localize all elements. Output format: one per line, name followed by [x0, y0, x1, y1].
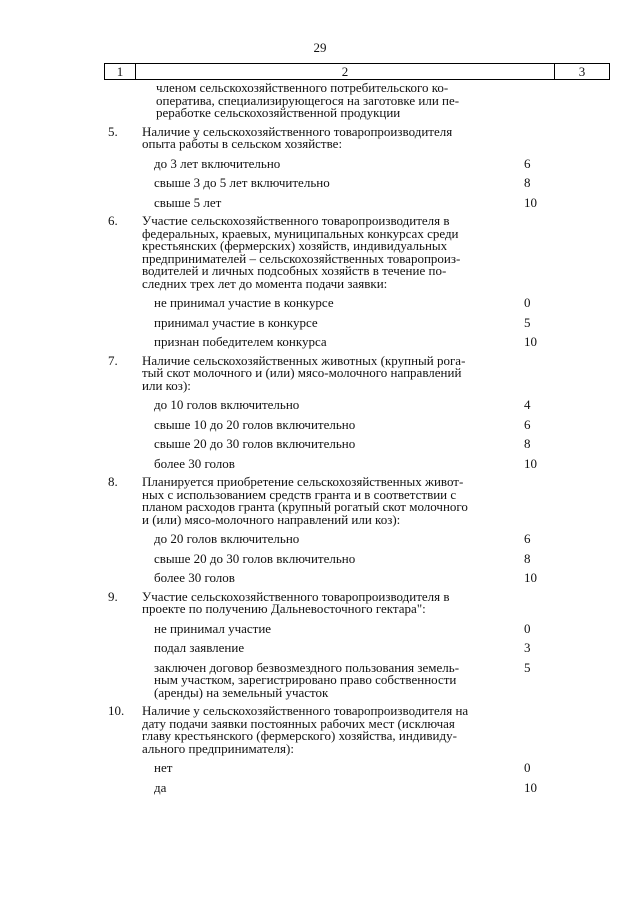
option-text — [154, 550, 524, 566]
page-number: 29 — [313, 40, 327, 55]
option-line: (аренды) на земельный участок — [154, 684, 329, 700]
option-line: подал заявление — [154, 640, 245, 655]
option-row — [108, 533, 588, 546]
option-points: 8 — [524, 550, 531, 566]
criterion-number: 8. — [108, 474, 118, 489]
option-text — [154, 155, 524, 171]
table-header-row — [104, 63, 610, 80]
criterion-line: предпринимателей – сельскохозяйственных товаропроиз- — [142, 250, 461, 266]
option-text — [154, 572, 524, 585]
option-row — [108, 620, 588, 636]
option-points: 4 — [524, 397, 531, 412]
criterion-line: водителей и личных подсобных хозяйств в течение по- — [142, 263, 447, 278]
criterion-text — [142, 705, 588, 755]
option-row — [108, 550, 588, 566]
continuation-line: реработке сельскохозяйственной продукции — [156, 105, 401, 120]
option-line: да — [154, 779, 167, 795]
option-points: 6 — [524, 416, 531, 432]
option-line: свыше 3 до 5 лет включительно — [154, 175, 330, 190]
option-line: свыше 5 лет — [154, 194, 222, 210]
criterion-line: следних трех лет до момента подачи заявки: — [142, 275, 388, 291]
option-points: 10 — [524, 779, 537, 795]
criterion-line: проекте по получению Дальневосточного гектара": — [142, 601, 426, 616]
option-row — [108, 572, 588, 585]
option-row — [108, 297, 588, 310]
option-text — [154, 533, 524, 546]
criterion-line: ального предпринимателя): — [142, 740, 294, 756]
criterion-row — [108, 123, 588, 151]
option-text — [154, 297, 524, 310]
option-text — [154, 416, 524, 432]
header-col-1: 1 — [105, 64, 136, 79]
option-text — [154, 177, 524, 190]
option-points: 8 — [524, 175, 531, 190]
option-line: признан победителем конкурса — [154, 334, 327, 349]
option-row — [108, 642, 588, 655]
criterion-line: и (или) мясо-молочного направлений или коз): — [142, 511, 401, 527]
option-text — [154, 194, 524, 210]
option-points: 10 — [524, 194, 537, 210]
option-line: не принимал участие — [154, 620, 272, 636]
option-row — [108, 399, 588, 412]
criteria-table-body — [108, 82, 588, 794]
option-line: заключен договор безвозмездного пользования земель- — [154, 659, 460, 675]
option-points: 0 — [524, 295, 531, 310]
option-row — [108, 438, 588, 451]
criterion-line: ных с использованием средств гранта и в соответствии с — [142, 486, 457, 502]
option-row — [108, 779, 588, 795]
criterion-line: Планируется приобретение сельскохозяйственных живот- — [142, 474, 464, 489]
option-text — [154, 642, 524, 655]
option-line: нет — [154, 760, 173, 775]
option-line: до 10 голов включительно — [154, 397, 300, 412]
option-points: 6 — [524, 531, 531, 546]
option-text — [154, 659, 524, 700]
option-points: 8 — [524, 436, 531, 451]
continuation-text — [108, 82, 588, 120]
option-line: до 3 лет включительно — [154, 155, 281, 171]
option-text — [154, 314, 524, 330]
option-line: свыше 20 до 30 голов включительно — [154, 550, 356, 566]
option-line: до 20 голов включительно — [154, 531, 300, 546]
option-text — [154, 336, 524, 349]
criterion-number: 6. — [108, 213, 118, 228]
option-line: свыше 10 до 20 голов включительно — [154, 416, 356, 432]
option-points: 10 — [524, 570, 537, 585]
criterion-line: Наличие у сельскохозяйственного товаропроизводителя — [142, 123, 453, 139]
option-line: не принимал участие в конкурсе — [154, 295, 334, 310]
option-line: принимал участие в конкурсе — [154, 314, 318, 330]
criterion-line: Наличие у сельскохозяйственного товаропроизводителя на — [142, 703, 469, 718]
criterion-line: опыта работы в сельском хозяйстве: — [142, 136, 343, 151]
option-text — [154, 399, 524, 412]
option-row — [108, 194, 588, 210]
criterion-line: Участие сельскохозяйственного товаропроизводителя в — [142, 213, 450, 228]
criterion-number: 10. — [108, 703, 125, 718]
criterion-line: тый скот молочного и (или) мясо-молочного направлений — [142, 365, 462, 380]
criterion-line: планом расходов гранта (крупный рогатый скот молочного — [142, 499, 468, 514]
option-text — [154, 438, 524, 451]
criterion-text — [142, 588, 588, 616]
option-row — [108, 177, 588, 190]
criterion-line: федеральных, краевых, муниципальных конкурсах среди — [142, 225, 459, 241]
header-col-3: 3 — [578, 63, 586, 79]
option-row — [108, 455, 588, 471]
option-row — [108, 659, 588, 700]
option-points: 5 — [524, 659, 531, 675]
option-points: 5 — [524, 314, 531, 330]
header-col-2: 2 — [136, 64, 555, 79]
criterion-number: 5. — [108, 123, 118, 139]
criterion-text — [142, 215, 588, 290]
option-points: 6 — [524, 155, 531, 171]
continuation-line: членом сельскохозяйственного потребительского ко- — [156, 80, 449, 95]
criterion-line: крестьянских (фермерских) хозяйств, индивидуальных — [142, 238, 448, 253]
criterion-text — [142, 352, 588, 393]
continuation-line: оператива, специализирующегося на заготовке или пе- — [156, 92, 460, 108]
criterion-number: 7. — [108, 352, 118, 368]
criterion-row — [108, 476, 588, 526]
option-row — [108, 336, 588, 349]
option-text — [154, 455, 524, 471]
criterion-number: 9. — [108, 588, 118, 604]
criterion-line: дату подачи заявки постоянных рабочих мест (исключая — [142, 715, 455, 731]
option-row — [108, 155, 588, 171]
option-row — [108, 314, 588, 330]
option-points: 3 — [524, 640, 531, 655]
criterion-text — [142, 123, 588, 151]
option-points: 10 — [524, 455, 537, 471]
criterion-row — [108, 705, 588, 755]
option-text — [154, 779, 524, 795]
criterion-line: главу крестьянского (фермерского) хозяйства, индивиду- — [142, 728, 457, 743]
criterion-row — [108, 352, 588, 393]
option-line: более 30 голов — [154, 570, 235, 585]
option-line: свыше 20 до 30 голов включительно — [154, 436, 356, 451]
criterion-line: Наличие сельскохозяйственных животных (крупный рога- — [142, 352, 466, 368]
criterion-line: или коз): — [142, 377, 191, 393]
criterion-line: Участие сельскохозяйственного товаропроизводителя в — [142, 588, 450, 604]
criterion-row — [108, 215, 588, 290]
option-line: более 30 голов — [154, 455, 235, 471]
criterion-text — [142, 476, 588, 526]
option-text — [154, 762, 524, 775]
option-row — [108, 762, 588, 775]
option-line: ным участком, зарегистрировано право собственности — [154, 672, 457, 687]
criterion-row — [108, 588, 588, 616]
option-text — [154, 620, 524, 636]
option-points: 10 — [524, 334, 537, 349]
option-points: 0 — [524, 760, 531, 775]
option-points: 0 — [524, 620, 531, 636]
option-row — [108, 416, 588, 432]
